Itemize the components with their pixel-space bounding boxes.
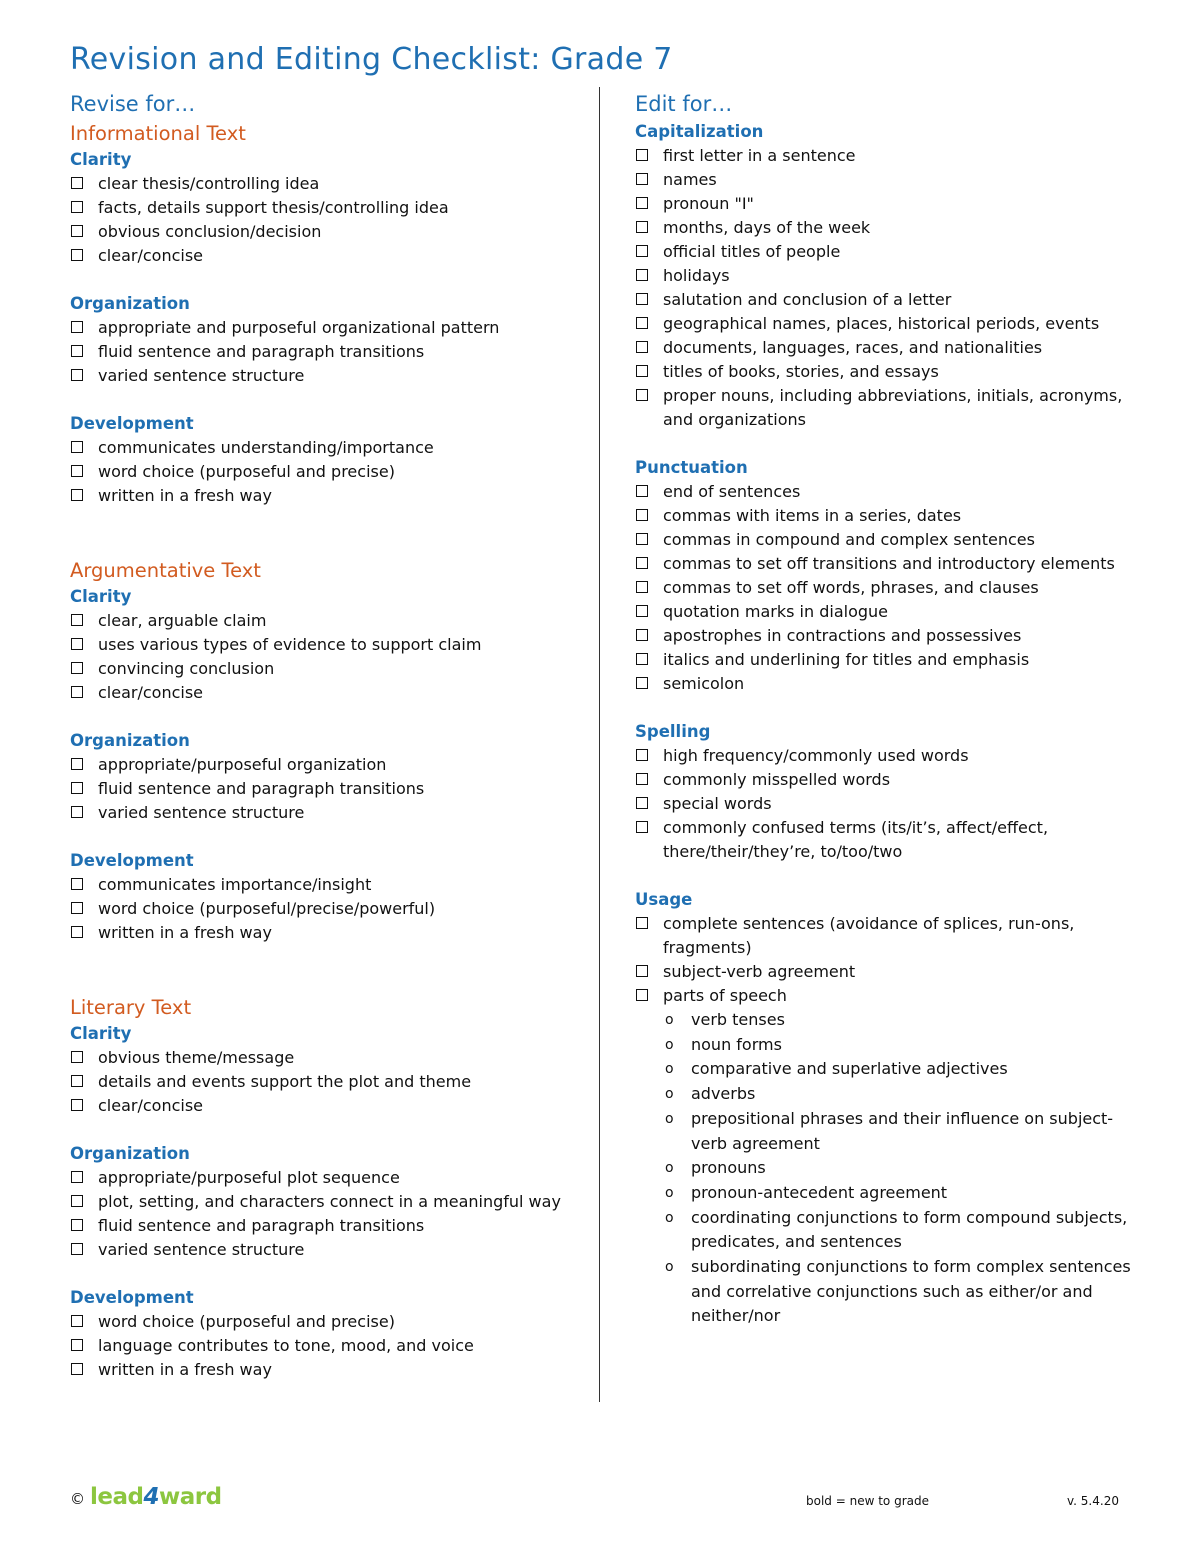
- checkbox-icon[interactable]: [636, 269, 648, 281]
- checklist-item-text: appropriate/purposeful plot sequence: [98, 1168, 400, 1187]
- checklist-item-text: first letter in a sentence: [663, 146, 856, 165]
- checklist-item-text: language contributes to tone, mood, and voice: [98, 1336, 474, 1355]
- checkbox-icon[interactable]: [636, 389, 648, 401]
- criteria-heading: Organization: [70, 294, 190, 313]
- sub-list-item: [663, 1082, 1145, 1107]
- spacer: [70, 1262, 580, 1286]
- checkbox-icon[interactable]: [71, 1099, 83, 1111]
- checklist-item-text: quotation marks in dialogue: [663, 602, 889, 621]
- checkbox-icon[interactable]: [636, 917, 648, 929]
- checklist-item-text: apostrophes in contractions and possessives: [663, 626, 1022, 645]
- logo-part-four: 4: [143, 1484, 159, 1510]
- checkbox-icon[interactable]: [71, 1243, 83, 1255]
- checklist: [70, 609, 580, 705]
- checklist: [70, 316, 580, 388]
- bold-legend: bold = new to grade: [806, 1494, 929, 1508]
- checkbox-icon[interactable]: [71, 806, 83, 818]
- checklist: [635, 144, 1145, 432]
- sub-list-item: [663, 1107, 1145, 1156]
- column-divider: [599, 87, 600, 1402]
- checklist-item: [635, 624, 1145, 648]
- checklist-item-text: clear thesis/controlling idea: [98, 174, 320, 193]
- checklist-item-text: commonly misspelled words: [663, 770, 891, 789]
- checkbox-icon[interactable]: [636, 749, 648, 761]
- checklist-item-text: geographical names, places, historical periods, events: [663, 314, 1100, 333]
- spacer: [70, 705, 580, 729]
- checklist-item-text: clear/concise: [98, 683, 204, 702]
- spacer: [635, 432, 1145, 456]
- checkbox-icon[interactable]: [636, 221, 648, 233]
- checkbox-icon[interactable]: [636, 605, 648, 617]
- checklist-item-text: fluid sentence and paragraph transitions: [98, 1216, 425, 1235]
- checklist-item-text: clear, arguable claim: [98, 611, 267, 630]
- edit-column: [635, 90, 1145, 1329]
- checklist-item-text: commas with items in a series, dates: [663, 506, 962, 525]
- checklist-item-text: obvious theme/message: [98, 1048, 295, 1067]
- checkbox-icon[interactable]: [71, 321, 83, 333]
- circle-bullet-icon: o: [665, 1036, 674, 1053]
- checklist-item: [635, 600, 1145, 624]
- checkbox-icon[interactable]: [71, 201, 83, 213]
- checkbox-icon[interactable]: [71, 1219, 83, 1231]
- checkbox-icon[interactable]: [71, 1363, 83, 1375]
- checklist-item: [635, 288, 1145, 312]
- revise-column: [70, 90, 580, 1382]
- checkbox-icon[interactable]: [636, 197, 648, 209]
- checklist-item: [635, 312, 1145, 336]
- spacer: [70, 1118, 580, 1142]
- checklist-item: [635, 480, 1145, 504]
- revise-heading: Revise for…: [70, 92, 196, 116]
- checkbox-icon[interactable]: [71, 177, 83, 189]
- checklist: [70, 436, 580, 508]
- edit-category-heading: Spelling: [635, 722, 711, 741]
- checklist-item-text: complete sentences (avoidance of splices, run-ons, fragments): [663, 914, 1075, 957]
- checklist-item: [70, 436, 580, 460]
- checklist-item: [635, 360, 1145, 384]
- checkbox-icon[interactable]: [636, 629, 648, 641]
- criteria-heading: Development: [70, 414, 194, 433]
- checklist-item-text: italics and underlining for titles and emphasis: [663, 650, 1030, 669]
- version-label: v. 5.4.20: [1067, 1494, 1119, 1508]
- checkbox-icon[interactable]: [636, 173, 648, 185]
- checklist: [635, 744, 1145, 864]
- checklist-item: [70, 1166, 580, 1190]
- checklist-item: [70, 196, 580, 220]
- checkbox-icon[interactable]: [636, 533, 648, 545]
- checklist-item: [635, 912, 1145, 960]
- sub-list-item-text: prepositional phrases and their influence on subject-verb agreement: [691, 1108, 1114, 1153]
- checklist-item-text: obvious conclusion/decision: [98, 222, 322, 241]
- checkbox-icon[interactable]: [71, 369, 83, 381]
- checklist-item-text: proper nouns, including abbreviations, initials, acronyms, and organizations: [663, 386, 1123, 429]
- checklist-item-text: parts of speech: [663, 986, 787, 1005]
- checklist-item-text: convincing conclusion: [98, 659, 275, 678]
- checklist-item: [635, 552, 1145, 576]
- checklist-item: [635, 264, 1145, 288]
- sub-list-item-text: noun forms: [691, 1034, 782, 1054]
- checkbox-icon[interactable]: [71, 758, 83, 770]
- checklist-item: [70, 657, 580, 681]
- checklist-item: [70, 801, 580, 825]
- checkbox-icon[interactable]: [71, 614, 83, 626]
- checkbox-icon[interactable]: [636, 341, 648, 353]
- checklist-item-text: communicates understanding/importance: [98, 438, 434, 457]
- sub-list-item: [663, 1033, 1145, 1058]
- checklist-item-text: names: [663, 170, 717, 189]
- checklist-item: [70, 1070, 580, 1094]
- checklist-item-text: written in a fresh way: [98, 486, 272, 505]
- checklist-item: [70, 1046, 580, 1070]
- spacer: [70, 945, 580, 994]
- checklist-item: [635, 792, 1145, 816]
- edit-category-heading: Usage: [635, 890, 693, 909]
- sub-list-item: [663, 1057, 1145, 1082]
- checklist-item-text: holidays: [663, 266, 730, 285]
- page-title: Revision and Editing Checklist: Grade 7: [70, 42, 673, 77]
- copyright-symbol: ©: [70, 1490, 85, 1508]
- checklist-item-text: varied sentence structure: [98, 803, 305, 822]
- checklist-item: [70, 460, 580, 484]
- parts-of-speech-list: [663, 1008, 1145, 1329]
- checklist-item: [635, 240, 1145, 264]
- checklist-item: [635, 192, 1145, 216]
- checkbox-icon[interactable]: [636, 677, 648, 689]
- checklist-item-text: appropriate and purposeful organizational pattern: [98, 318, 500, 337]
- checkbox-icon[interactable]: [636, 317, 648, 329]
- checklist: [635, 480, 1145, 696]
- checklist-item: [70, 1190, 580, 1214]
- checkbox-icon[interactable]: [71, 662, 83, 674]
- circle-bullet-icon: o: [665, 1184, 674, 1201]
- checklist-item: [635, 216, 1145, 240]
- checkbox-icon[interactable]: [71, 1339, 83, 1351]
- checkbox-icon[interactable]: [71, 1195, 83, 1207]
- checklist-item: [70, 753, 580, 777]
- checkbox-icon[interactable]: [636, 773, 648, 785]
- checkbox-icon[interactable]: [636, 653, 648, 665]
- checklist-item: [70, 1214, 580, 1238]
- checkbox-icon[interactable]: [636, 245, 648, 257]
- checklist-item-text: fluid sentence and paragraph transitions: [98, 342, 425, 361]
- checklist-item-text: clear/concise: [98, 1096, 204, 1115]
- checkbox-icon[interactable]: [636, 821, 648, 833]
- checklist-item-text: commas to set off transitions and introductory elements: [663, 554, 1115, 573]
- checklist-item: [635, 984, 1145, 1008]
- checklist-item: [70, 172, 580, 196]
- checkbox-icon[interactable]: [636, 581, 648, 593]
- edit-heading: Edit for…: [635, 92, 733, 116]
- checklist-item-text: varied sentence structure: [98, 366, 305, 385]
- checklist: [635, 912, 1145, 1008]
- checklist-item-text: clear/concise: [98, 246, 204, 265]
- checklist-item: [70, 681, 580, 705]
- spacer: [635, 696, 1145, 720]
- circle-bullet-icon: o: [665, 1110, 674, 1127]
- sub-list-item-text: verb tenses: [691, 1010, 785, 1029]
- circle-bullet-icon: o: [665, 1012, 674, 1028]
- checklist-item: [70, 484, 580, 508]
- sub-list-item-text: adverbs: [691, 1084, 756, 1104]
- checklist-item: [70, 1238, 580, 1262]
- circle-bullet-icon: o: [665, 1086, 674, 1103]
- checklist-item-text: semicolon: [663, 674, 745, 693]
- checklist-item-text: commas in compound and complex sentences: [663, 530, 1035, 549]
- circle-bullet-icon: o: [665, 1061, 674, 1078]
- spacer: [70, 388, 580, 412]
- checkbox-icon[interactable]: [636, 293, 648, 305]
- checklist-item-text: details and events support the plot and theme: [98, 1072, 472, 1091]
- checklist: [70, 1046, 580, 1118]
- spacer: [70, 825, 580, 849]
- checklist-item-text: written in a fresh way: [98, 1360, 272, 1379]
- checklist-item: [635, 960, 1145, 984]
- checklist-item: [635, 336, 1145, 360]
- checklist-item-text: titles of books, stories, and essays: [663, 362, 939, 381]
- logo-part-ward: ward: [158, 1484, 222, 1510]
- sub-list-item: [663, 1255, 1145, 1329]
- checkbox-icon[interactable]: [71, 225, 83, 237]
- checklist-item: [70, 1094, 580, 1118]
- checklist: [70, 1310, 580, 1382]
- checkbox-icon[interactable]: [71, 1075, 83, 1087]
- sub-list-item: [663, 1206, 1145, 1255]
- checklist-item-text: pronoun "I": [663, 194, 754, 213]
- checklist-item: [635, 816, 1145, 864]
- checklist-item-text: plot, setting, and characters connect in a meaningful way: [98, 1192, 561, 1211]
- checklist-item-text: communicates importance/insight: [98, 875, 372, 894]
- checklist-item: [635, 672, 1145, 696]
- checklist-item-text: official titles of people: [663, 242, 841, 261]
- checklist-item-text: varied sentence structure: [98, 1240, 305, 1259]
- sub-list-item-text: subordinating conjunctions to form complex sentences and correlative conjunctions such as either/or and neither/nor: [691, 1257, 1131, 1326]
- checklist: [70, 172, 580, 268]
- checklist-item-text: high frequency/commonly used words: [663, 746, 969, 765]
- checklist-item: [635, 144, 1145, 168]
- circle-bullet-icon: o: [665, 1259, 674, 1276]
- checklist-item-text: uses various types of evidence to support claim: [98, 635, 482, 654]
- checkbox-icon[interactable]: [71, 465, 83, 477]
- spacer: [635, 864, 1145, 888]
- checkbox-icon[interactable]: [71, 249, 83, 261]
- lead4ward-logo: [90, 1484, 222, 1510]
- checklist-item: [70, 897, 580, 921]
- checkbox-icon[interactable]: [636, 365, 648, 377]
- checklist-item: [70, 364, 580, 388]
- checklist-item: [70, 340, 580, 364]
- checklist-item: [70, 633, 580, 657]
- circle-bullet-icon: o: [665, 1160, 674, 1177]
- checkbox-icon[interactable]: [636, 557, 648, 569]
- checklist-item: [70, 1310, 580, 1334]
- criteria-heading: Organization: [70, 1144, 190, 1163]
- checkbox-icon[interactable]: [636, 797, 648, 809]
- checkbox-icon[interactable]: [71, 1315, 83, 1327]
- checkbox-icon[interactable]: [71, 1051, 83, 1063]
- sub-list-item: [663, 1181, 1145, 1206]
- checkbox-icon[interactable]: [71, 1171, 83, 1183]
- checkbox-icon[interactable]: [71, 878, 83, 890]
- sub-list-item: [663, 1008, 1145, 1033]
- criteria-heading: Clarity: [70, 587, 132, 606]
- checkbox-icon[interactable]: [636, 989, 648, 1001]
- checklist-item: [70, 244, 580, 268]
- checkbox-icon[interactable]: [71, 902, 83, 914]
- criteria-heading: Clarity: [70, 1024, 132, 1043]
- checkbox-icon[interactable]: [71, 441, 83, 453]
- spacer: [70, 268, 580, 292]
- checkbox-icon[interactable]: [636, 965, 648, 977]
- checklist-item-text: subject-verb agreement: [663, 962, 856, 981]
- checklist-item: [70, 609, 580, 633]
- revise-sections: [70, 120, 580, 1382]
- checklist-item: [635, 528, 1145, 552]
- logo-part-lead: lead: [90, 1484, 144, 1510]
- text-type-heading: Literary Text: [70, 996, 192, 1019]
- checkbox-icon[interactable]: [71, 686, 83, 698]
- circle-bullet-icon: o: [665, 1209, 674, 1226]
- checkbox-icon[interactable]: [71, 782, 83, 794]
- sub-list-item-text: pronouns: [691, 1158, 766, 1178]
- checklist-item-text: documents, languages, races, and nationalities: [663, 338, 1043, 357]
- edit-category-heading: Punctuation: [635, 458, 748, 477]
- checklist-item: [635, 648, 1145, 672]
- checkbox-icon[interactable]: [636, 509, 648, 521]
- criteria-heading: Clarity: [70, 150, 132, 169]
- checklist-item-text: end of sentences: [663, 482, 801, 501]
- checklist-item: [70, 1334, 580, 1358]
- checklist-item-text: appropriate/purposeful organization: [98, 755, 387, 774]
- edit-groups: [635, 120, 1145, 1329]
- checkbox-icon[interactable]: [71, 638, 83, 650]
- checklist: [70, 873, 580, 945]
- criteria-heading: Development: [70, 851, 194, 870]
- checkbox-icon[interactable]: [71, 345, 83, 357]
- checklist-item: [635, 576, 1145, 600]
- checklist-item-text: fluid sentence and paragraph transitions: [98, 779, 425, 798]
- text-type-heading: Argumentative Text: [70, 559, 261, 582]
- checklist-item: [635, 744, 1145, 768]
- checklist-item: [70, 1358, 580, 1382]
- checklist-item: [70, 220, 580, 244]
- checklist-item: [70, 777, 580, 801]
- checklist-item-text: special words: [663, 794, 772, 813]
- checklist-item: [70, 873, 580, 897]
- checklist-item-text: word choice (purposeful/precise/powerful): [98, 899, 436, 918]
- checklist-item-text: commonly confused terms (its/it’s, affect/effect, there/their/they’re, to/too/two: [663, 818, 1049, 861]
- checklist-item-text: facts, details support thesis/controlling idea: [98, 198, 449, 217]
- text-type-heading: Informational Text: [70, 122, 246, 145]
- sub-list-item: [663, 1156, 1145, 1181]
- checklist-item-text: commas to set off words, phrases, and clauses: [663, 578, 1039, 597]
- checklist-item: [635, 384, 1145, 432]
- checklist-item: [635, 168, 1145, 192]
- criteria-heading: Development: [70, 1288, 194, 1307]
- checkbox-icon[interactable]: [636, 485, 648, 497]
- checklist-item-text: word choice (purposeful and precise): [98, 462, 395, 481]
- checklist-item-text: written in a fresh way: [98, 923, 272, 942]
- edit-category-heading: Capitalization: [635, 122, 764, 141]
- checklist-item: [70, 921, 580, 945]
- checklist-item: [635, 504, 1145, 528]
- checklist-item-text: months, days of the week: [663, 218, 871, 237]
- sub-list-item-text: pronoun-antecedent agreement: [691, 1182, 948, 1202]
- checkbox-icon[interactable]: [71, 926, 83, 938]
- checklist-item: [70, 316, 580, 340]
- checkbox-icon[interactable]: [71, 489, 83, 501]
- checklist-item: [635, 768, 1145, 792]
- checklist: [70, 753, 580, 825]
- spacer: [70, 508, 580, 557]
- sub-list-item-text: coordinating conjunctions to form compound subjects, predicates, and sentences: [691, 1207, 1128, 1252]
- checkbox-icon[interactable]: [636, 149, 648, 161]
- checklist: [70, 1166, 580, 1262]
- checklist-item-text: word choice (purposeful and precise): [98, 1312, 395, 1331]
- checklist-item-text: salutation and conclusion of a letter: [663, 290, 952, 309]
- sub-list-item-text: comparative and superlative adjectives: [691, 1059, 1008, 1079]
- criteria-heading: Organization: [70, 731, 190, 750]
